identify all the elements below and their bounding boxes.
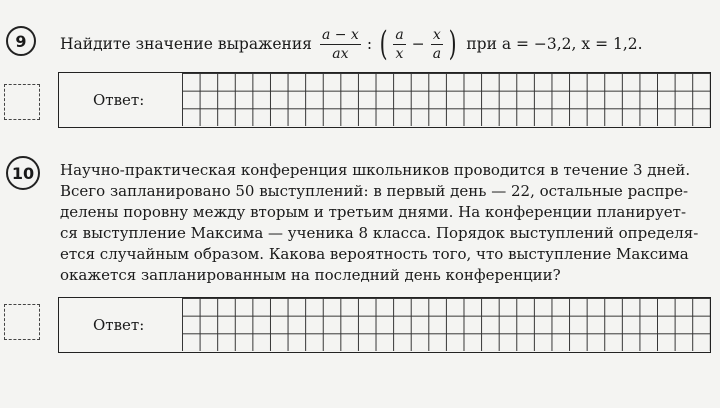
task-10-line: делены поровну между вторым и третьим днями. На конференции планирует- (60, 203, 687, 221)
task-9-answer-label: Ответ: (93, 91, 145, 109)
task-9-answer-box (58, 72, 711, 128)
task-10-answer-grid[interactable] (182, 298, 710, 351)
task-10-answer-box (58, 297, 711, 353)
task-10-answer-label: Ответ: (93, 316, 145, 334)
task-9-prompt: Найдите значение выражения (60, 35, 312, 53)
task-10-line: ется случайным образом. Какова вероятность того, что выступление Максима (60, 245, 689, 263)
task-10-line: Научно-практическая конференция школьников проводится в течение 3 дней. (60, 161, 691, 179)
left-paren: ( (379, 24, 388, 64)
fraction-1: $\frac{a - x}{ax}$ (321, 26, 359, 62)
task-9-mark-box (4, 84, 40, 120)
right-paren: ) (448, 24, 457, 64)
task-10-line: ся выступление Максима — ученика 8 класса. Порядок выступлений определя- (60, 224, 699, 242)
fraction-3: $\frac{x}{a}$ (432, 26, 442, 62)
task-10-line: окажется запланированным на последний день конференции? (60, 266, 561, 284)
task-number-9: 9 (6, 26, 36, 56)
task-number-10: 10 (6, 156, 40, 190)
task-9-answer-grid[interactable] (182, 73, 710, 126)
task-9-condition: при a = −3,2, x = 1,2. (466, 35, 643, 53)
task-10-line: Всего запланировано 50 выступлений: в первый день — 22, остальные распре- (60, 182, 689, 200)
task-9-statement: Найдите значение выражения $\frac{a - x}{ax}$ : ( $\frac{a}{x}$ − $\frac{x}{a}$ ) при a = −3,2, x = 1,2. (60, 24, 643, 64)
task-10-statement (60, 160, 714, 286)
fraction-2: $\frac{a}{x}$ (395, 26, 404, 62)
task-10-mark-box (4, 304, 40, 340)
